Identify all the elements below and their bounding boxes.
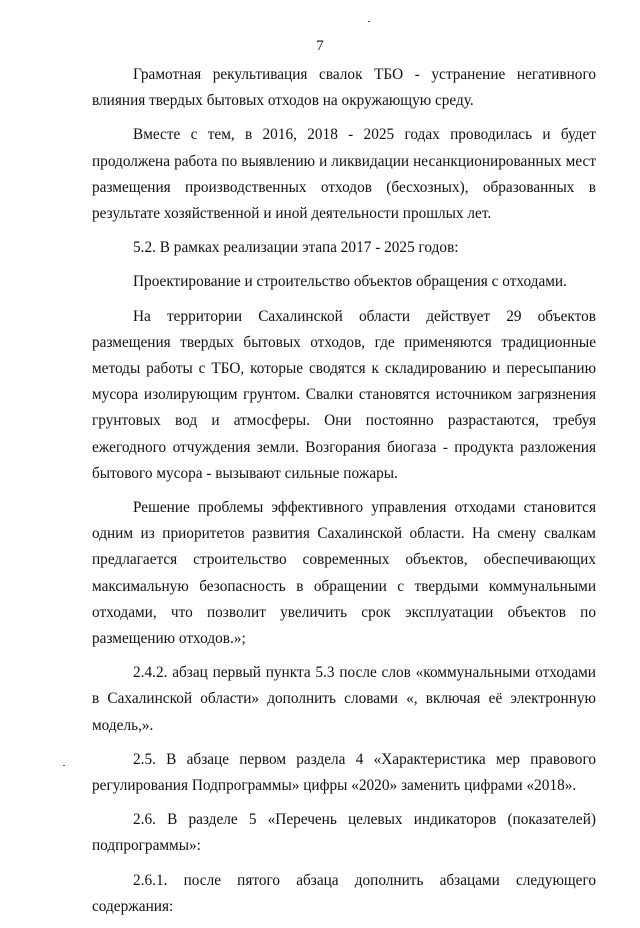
scan-speck	[368, 21, 370, 22]
paragraph: 2.6. В разделе 5 «Перечень целевых индикаторов (показателей) подпрограммы»:	[92, 811, 596, 855]
paragraph: Проектирование и строительство объектов обращения с отходами.	[133, 273, 567, 291]
paragraph: Грамотная рекультивация свалок ТБО - устранение негативного влияния твердых бытовых отходов на окружающую среду.	[92, 66, 596, 110]
document-body	[92, 62, 596, 928]
paragraph: 5.2. В рамках реализации этапа 2017 - 2025 годов:	[133, 239, 459, 257]
paragraph: 2.4.2. абзац первый пункта 5.3 после слов «коммунальными отходами в Сахалинской области» дополнить словами «, включая её электронную модель,».	[92, 664, 596, 734]
scan-speck	[63, 765, 65, 766]
paragraph: 2.5. В абзаце первом раздела 4 «Характеристика мер правового регулирования Подпрограммы» цифры «2020» заменить цифрами «2018».	[92, 750, 596, 795]
paragraph: Решение проблемы эффективного управления отходами становится одним из приоритетов развития Сахалинской области. На смену свалкам предлагается строительство современных объектов, обеспечивающих максимальную безопасность в обращении с твердыми коммунальными отходами, что позволит увеличить срок эксплуатации объектов по размещению отходов.»;	[92, 499, 596, 648]
paragraph: На территории Сахалинской области действует 29 объектов размещения твердых бытовых отходов, где применяются традиционные методы работы с ТБО, которые сводятся к складированию и пересыпанию мусора изолирующим грунтом. Свалки становятся источником загрязнения грунтовых вод и атмосферы. Они постоянно разрастаются, требуя ежегодного отчуждения земли. Возгорания биогаза - продукта разложения бытового мусора - вызывают сильные пожары.	[92, 307, 596, 482]
page-number: 7	[316, 38, 324, 54]
paragraph: Вместе с тем, в 2016, 2018 - 2025 годах проводилась и будет продолжена работа по выявлению и ликвидации несанкционированных мест размещения производственных отходов (бесхозных), образованных в результате хозяйственной и иной деятельности прошлых лет.	[92, 126, 596, 223]
paragraph: 2.6.1. после пятого абзаца дополнить абзацами следующего содержания:	[92, 871, 596, 915]
